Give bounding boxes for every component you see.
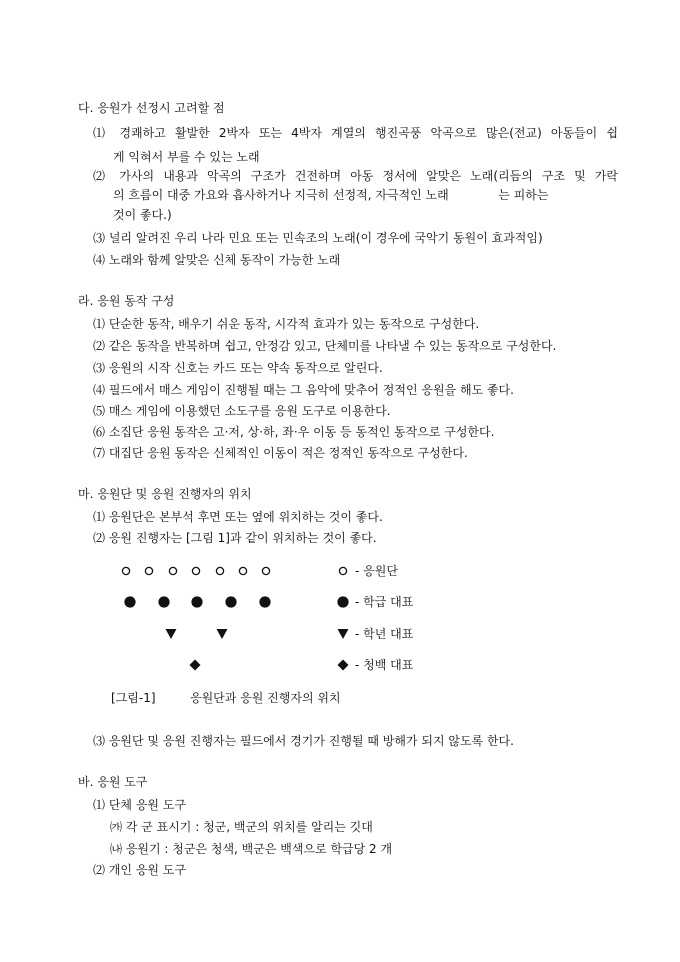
list-item-ba-1-a: ㈎ 각 군 표시기 : 청군, 백군의 위치를 알리는 깃대 [110, 820, 373, 834]
list-item-da-1-line-1: ⑴ 경쾌하고 활발한 2박자 또는 4박자 계열의 행진곡풍 악곡으로 많은(전교) 아동들이 쉽 [93, 126, 618, 140]
list-item-ra-4: ⑷ 필드에서 매스 게임이 진행될 때는 그 음악에 맞추어 정적인 응원을 해도 좋다. [93, 383, 514, 397]
filled-circle-icon [123, 595, 137, 609]
diamond-icon [188, 658, 202, 672]
filled-circle-icon [190, 595, 204, 609]
legend-label: - 학급 대표 [355, 595, 414, 609]
section-title-ma: 마. 응원단 및 응원 진행자의 위치 [78, 487, 252, 501]
open-circle-icon [259, 564, 273, 578]
legend-entry [336, 627, 413, 641]
figure-caption-label: [그림-1] [111, 691, 156, 705]
list-item-ra-3: ⑶ 응원의 시작 신호는 카드 또는 약속 동작으로 알린다. [93, 361, 383, 375]
figure-caption-text: 응원단과 응원 진행자의 위치 [190, 691, 341, 705]
list-item-ra-6: ⑹ 소집단 응원 동작은 고·저, 상·하, 좌·우 이동 등 동적인 동작으로 구성한다. [93, 425, 495, 439]
list-item-da-2-line-3: 것이 좋다.) [113, 208, 172, 222]
open-circle-icon [119, 564, 133, 578]
open-circle-icon [189, 564, 203, 578]
list-item-ba-1: ⑴ 단체 응원 도구 [93, 798, 186, 812]
section-title-ba: 바. 응원 도구 [78, 775, 148, 789]
open-circle-icon [213, 564, 227, 578]
legend-entry [336, 595, 413, 609]
legend-entry [336, 564, 398, 578]
filled-circle-icon [336, 595, 350, 609]
list-item-ma-2: ⑵ 응원 진행자는 [그림 1]과 같이 위치하는 것이 좋다. [93, 531, 377, 545]
list-item-da-3: ⑶ 널리 알려진 우리 나라 민요 또는 민속조의 노래(이 경우에 국악기 동원이 효과적임) [93, 231, 543, 245]
legend-label: - 응원단 [355, 564, 398, 578]
triangle-down-icon [164, 627, 178, 641]
open-circle-icon [142, 564, 156, 578]
open-circle-icon [336, 564, 350, 578]
list-item-ra-1: ⑴ 단순한 동작, 배우기 쉬운 동작, 시각적 효과가 있는 동작으로 구성한다. [93, 317, 480, 331]
legend-label: - 청백 대표 [355, 658, 414, 672]
list-item-da-4: ⑷ 노래와 함께 알맞은 신체 동작이 가능한 노래 [93, 253, 341, 267]
filled-circle-icon [157, 595, 171, 609]
list-item-ma-3: ⑶ 응원단 및 응원 진행자는 필드에서 경기가 진행될 때 방해가 되지 않도록 한다. [93, 734, 514, 748]
open-circle-icon [236, 564, 250, 578]
list-item-ma-1: ⑴ 응원단은 본부석 후면 또는 옆에 위치하는 것이 좋다. [93, 510, 383, 524]
legend-label: - 학년 대표 [355, 627, 414, 641]
triangle-down-icon [215, 627, 229, 641]
legend-entry [336, 658, 413, 672]
filled-circle-icon [258, 595, 272, 609]
list-item-ba-1-b: ㈏ 응원기 : 청군은 청색, 백군은 백색으로 학급당 2 개 [110, 842, 393, 856]
section-title-da: 다. 응원가 선정시 고려할 점 [78, 101, 225, 115]
list-item-da-2-line-2: 의 흐름이 대중 가요와 흡사하거나 지극히 선정적, 자극적인 노래 는 피하는 [113, 188, 549, 202]
list-item-ra-5: ⑸ 매스 게임에 이용했던 소도구를 응원 도구로 이용한다. [93, 404, 391, 418]
open-circle-icon [166, 564, 180, 578]
filled-circle-icon [224, 595, 238, 609]
list-item-da-1-line-2: 게 익혀서 부를 수 있는 노래 [113, 150, 260, 164]
list-item-ra-7: ⑺ 대집단 응원 동작은 신체적인 이동이 적은 정적인 동작으로 구성한다. [93, 446, 468, 460]
list-item-ba-2: ⑵ 개인 응원 도구 [93, 863, 186, 877]
section-title-ra: 라. 응원 동작 구성 [78, 294, 175, 308]
list-item-da-2-line-1: ⑵ 가사의 내용과 악곡의 구조가 건전하며 아동 정서에 알맞은 노래(리듬의 구조 및 가락 [93, 169, 618, 183]
diamond-icon [336, 658, 350, 672]
triangle-down-icon [336, 627, 350, 641]
list-item-ra-2: ⑵ 같은 동작을 반복하며 쉽고, 안정감 있고, 단체미를 나타낼 수 있는 동작으로 구성한다. [93, 339, 557, 353]
